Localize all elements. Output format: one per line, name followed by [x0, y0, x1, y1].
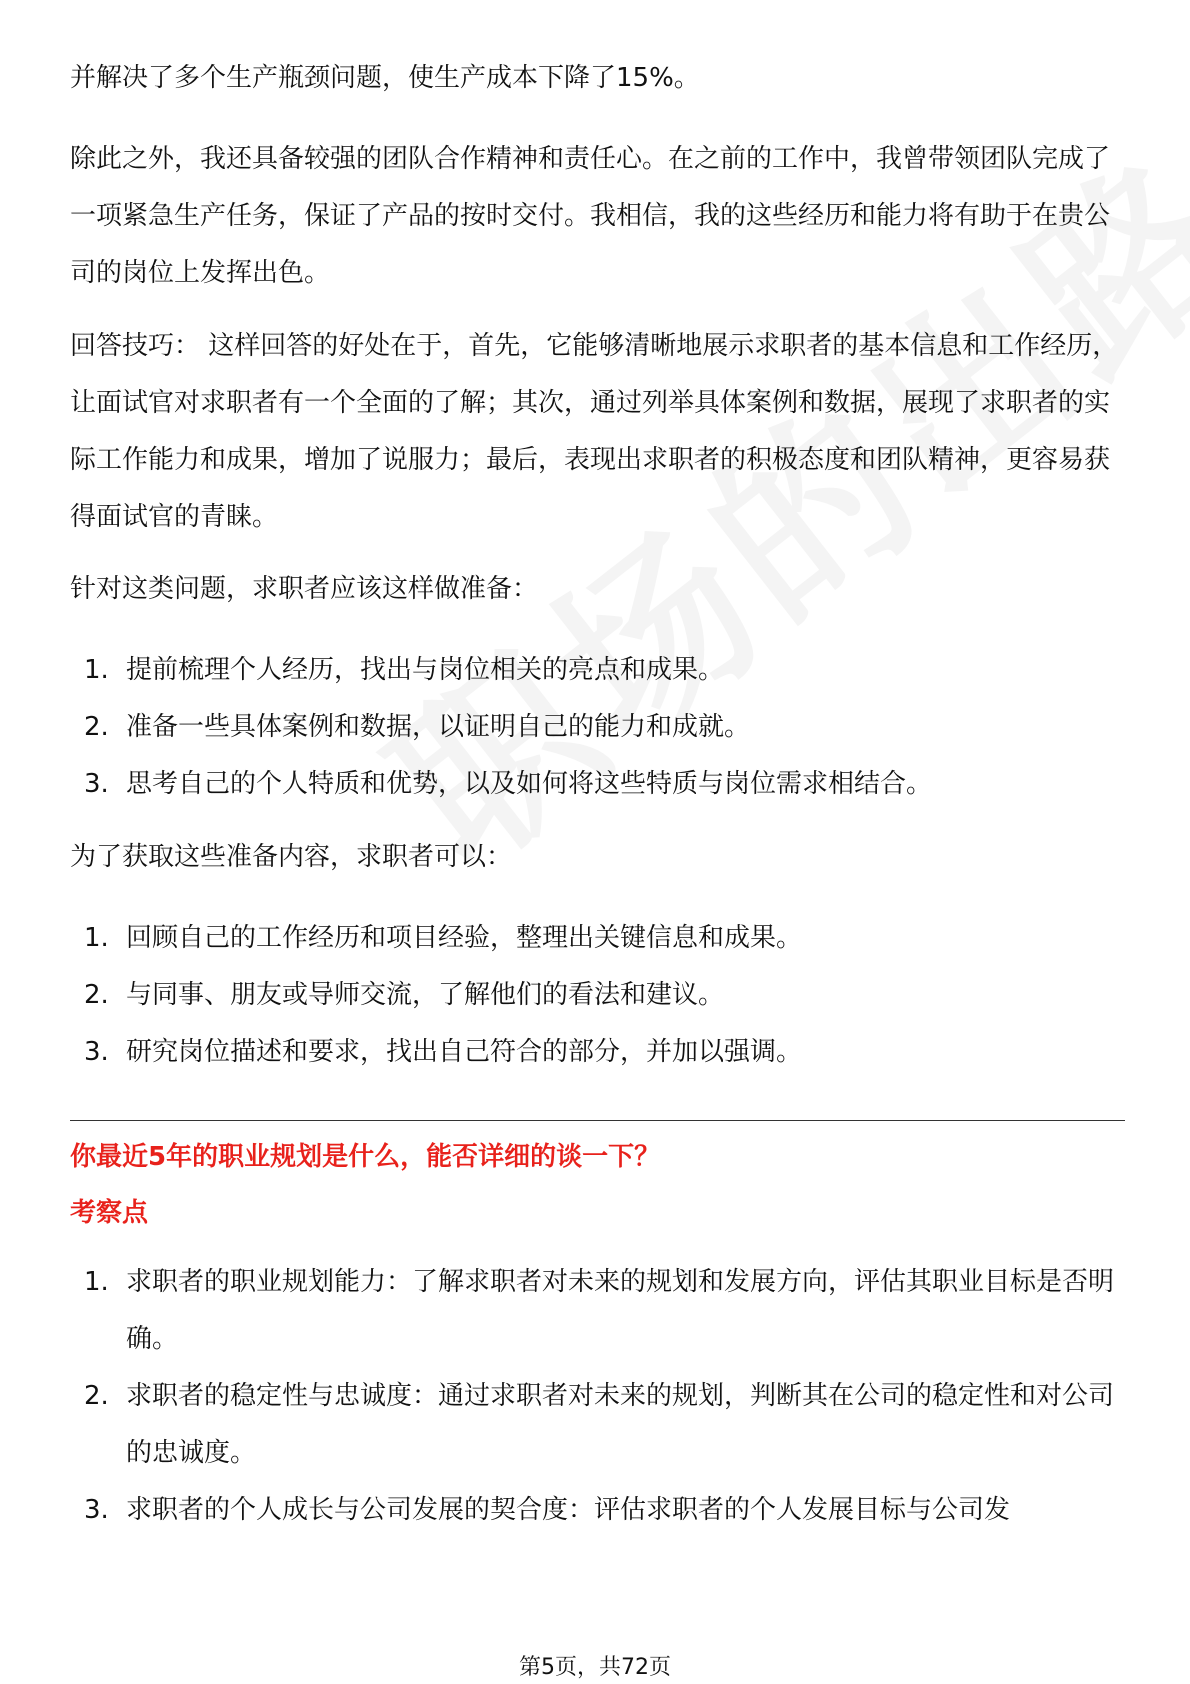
list-item-number: 1. — [84, 655, 109, 685]
paragraph-prepare-intro: 针对这类问题，求职者应该这样做准备： — [70, 574, 539, 604]
evaluation-points-list — [70, 1254, 1120, 1539]
paragraph-teamwork: 除此之外，我还具备较强的团队合作精神和责任心。在之前的工作中，我曾带领团队完成了一项紧急生产任务，保证了产品的按时交付。我相信，我的这些经历和能力将有助于在贵公司的岗位上发挥出色。 — [70, 144, 1111, 288]
list-item — [70, 1024, 1120, 1081]
list-item — [70, 699, 1120, 756]
paragraph-obtain-intro: 为了获取这些准备内容，求职者可以： — [70, 842, 513, 872]
list-item-number: 2. — [84, 712, 109, 742]
list-item — [70, 1254, 1120, 1368]
list-item-number: 3. — [84, 1037, 109, 1067]
list-item-text: 提前梳理个人经历，找出与岗位相关的亮点和成果。 — [126, 655, 725, 685]
list-item-number: 3. — [84, 1495, 109, 1525]
list-item-number: 2. — [84, 1381, 109, 1411]
list-item-number: 3. — [84, 769, 109, 799]
list-item-text: 求职者的稳定性与忠诚度：通过求职者对未来的规划，判断其在公司的稳定性和对公司的忠诚度。 — [126, 1381, 1115, 1468]
list-item-number: 2. — [84, 980, 109, 1010]
list-item-text: 回顾自己的工作经历和项目经验，整理出关键信息和成果。 — [126, 923, 803, 953]
list-item — [70, 1482, 1120, 1539]
paragraph-answer-tips: 回答技巧： 这样回答的好处在于，首先，它能够清晰地展示求职者的基本信息和工作经历，让面试官对求职者有一个全面的了解；其次，通过列举具体案例和数据，展现了求职者的实际工作能力和成果，增加了说服力；最后，表现出求职者的积极态度和团队精神，更容易获得面试官的青睐。 — [70, 331, 1119, 532]
list-item — [70, 642, 1120, 699]
list-item-text: 求职者的职业规划能力：了解求职者对未来的规划和发展方向，评估其职业目标是否明确。 — [126, 1267, 1115, 1354]
question-subheading: 考察点 — [70, 1198, 149, 1228]
list-item-text: 与同事、朋友或导师交流，了解他们的看法和建议。 — [126, 980, 725, 1010]
list-item-text: 求职者的个人成长与公司发展的契合度：评估求职者的个人发展目标与公司发 — [126, 1495, 1011, 1525]
list-item-number: 1. — [84, 1267, 109, 1297]
list-item — [70, 1368, 1120, 1482]
list-item-text: 研究岗位描述和要求，找出自己符合的部分，并加以强调。 — [126, 1037, 803, 1067]
section-divider — [70, 1120, 1125, 1121]
list-item-text: 准备一些具体案例和数据，以证明自己的能力和成就。 — [126, 712, 751, 742]
list-item — [70, 756, 1120, 813]
paragraph-cost-reduction: 并解决了多个生产瓶颈问题，使生产成本下降了15%。 — [70, 63, 700, 93]
list-item — [70, 967, 1120, 1024]
list-item — [70, 910, 1120, 967]
question-title: 你最近5年的职业规划是什么，能否详细的谈一下？ — [70, 1142, 661, 1172]
page-footer: 第5页，共72页 — [519, 1655, 671, 1680]
prepare-list — [70, 642, 1120, 813]
obtain-list — [70, 910, 1120, 1081]
list-item-number: 1. — [84, 923, 109, 953]
list-item-text: 思考自己的个人特质和优势，以及如何将这些特质与岗位需求相结合。 — [126, 769, 933, 799]
